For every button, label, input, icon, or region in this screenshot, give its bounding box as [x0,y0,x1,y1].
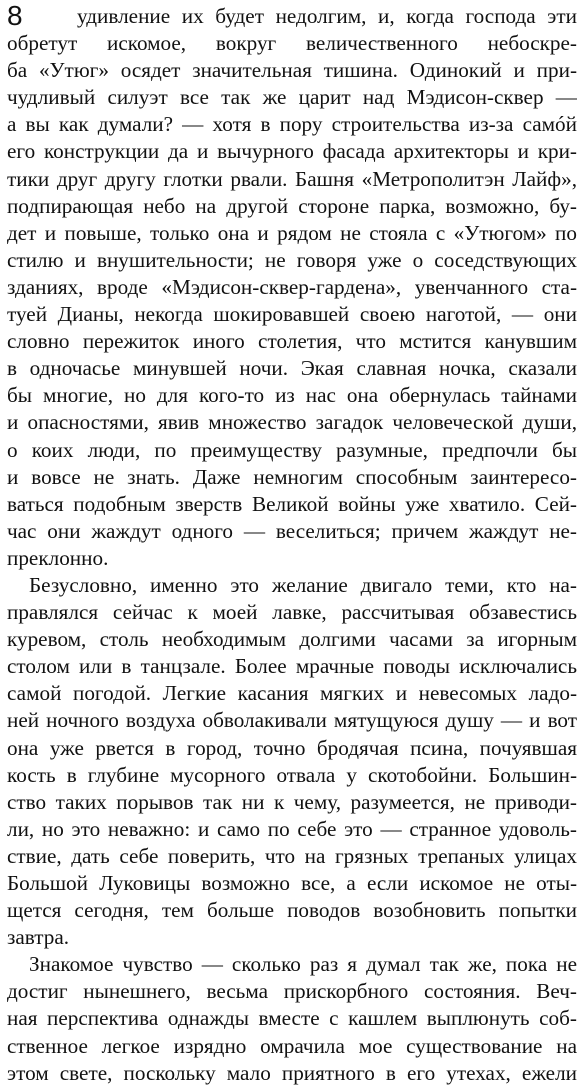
text-line: тики друг другу глотки рвали. Башня «Метрополитэн Лайф», [7,166,577,191]
text-line: ство таких порывов так ни к чему, разумеется, не приводи- [7,789,577,814]
text-line: ная перспектива однажды вместе с кашлем выплюнуть соб- [7,1006,577,1031]
text-line: этом свете, поскольку мало приятного в его утехах, ежели [7,1060,577,1085]
text-line: щется сегодня, тем больше поводов возобновить попытки [7,898,577,923]
text-line: Безусловно, именно это желание двигало теми, кто на- [29,572,577,597]
text-line: столом или в танцзале. Более мрачные поводы исключались [7,654,577,679]
text-line: зданиях, вроде «Мэдисон-сквер-гардена», увенчанного ста- [7,274,577,299]
text-line: о коих люди, по преимуществу разумные, предпочли бы [7,437,577,462]
text-line: чудливый силуэт все так же царит над Мэдисон-сквер — [7,85,577,110]
text-column [7,3,577,1087]
text-line: завтра. [7,925,70,950]
text-line: преклонно. [7,545,109,570]
text-line: подпирающая небо на другой стороне парка, возможно, бу- [7,193,577,218]
text-line: ли, но это неважно: и само по себе это — странное удоволь- [7,816,577,841]
text-line: ваться подобным зверств Великой войны уже хватило. Сей- [7,491,577,516]
text-line: бы многие, но для кого-то из нас она обернулась тайнами [7,383,577,408]
text-line: его конструкции да и вычурного фасада архитекторы и кри- [7,139,577,164]
text-line: а вы как думали? — хотя в пору строительства из-за самóй [7,112,577,137]
text-line: ствие, дать себе поверить, что на грязных трепаных улицах [7,843,577,868]
text-line: и вовсе не знать. Даже немногим способным заинтересо- [7,464,577,489]
text-line: обретут искомое, вокруг величественного небоскре- [7,31,577,56]
text-line: достиг нынешнего, весьма прискорбного состояния. Веч- [7,979,577,1004]
text-line: она уже рвется в город, точно бродячая псина, почуявшая [7,735,577,760]
text-line: куревом, столь необходимым долгими часами за игорным [7,627,577,652]
text-line: и опасностями, явив множество загадок человеческой души, [7,410,577,435]
text-line: ственное легкое изрядно омрачила мое существование на [7,1033,577,1058]
page-number: 8 [7,0,23,31]
text-line: правлялся сейчас к моей лавке, рассчитывая обзавестись [7,600,577,625]
text-line: стилю и внушительности; не говоря уже о соседствующих [7,247,577,272]
paragraph [7,572,577,951]
text-line: самой погодой. Легкие касания мягких и невесомых ладо- [7,681,577,706]
text-line: удивление их будет недолгим, и, когда господа эти [77,4,577,28]
paragraph [7,951,577,1086]
text-line: в одночасье минувшей ночи. Экая славная ночка, сказали [7,356,577,381]
text-line: туей Дианы, некогда шокировавшей своею наготой, — они [7,302,577,327]
text-line: Большой Луковицы возможно все, а если искомое не оты- [7,871,577,895]
text-line: словно пережиток иного столетия, что мстится канувшим [7,329,577,354]
text-line: Знакомое чувство — сколько раз я думал так же, пока не [29,952,577,977]
text-line: час они жаждут одного — веселиться; причем жаждут не- [7,518,577,543]
text-line: ба «Утюг» осядет значительная тишина. Одинокий и при- [7,58,577,83]
text-line: дет и повыше, только она и рядом не стояла с «Утюгом» по [7,220,577,245]
paragraph [7,3,577,572]
text-line: кость в глубине мусорного отвала у скотобойни. Большин- [7,762,577,787]
text-line: ней ночного воздуха обволакивали мятущуюся душу — и вот [7,708,577,733]
